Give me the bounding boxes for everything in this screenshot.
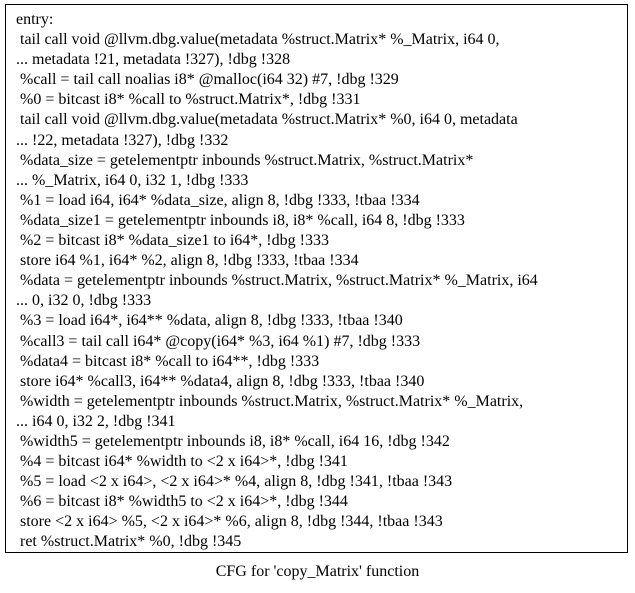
code-line: %data_size = getelementptr inbounds %struct.Matrix, %struct.Matrix* [16, 151, 474, 169]
code-line: tail call void @llvm.dbg.value(metadata %struct.Matrix* %0, i64 0, metadata [16, 111, 518, 129]
code-line: store i64 %1, i64* %2, align 8, !dbg !333, !tbaa !334 [16, 252, 359, 270]
code-line: ret %struct.Matrix* %0, !dbg !345 [16, 533, 242, 551]
code-line: %1 = load i64, i64* %data_size, align 8, !dbg !333, !tbaa !334 [16, 191, 420, 209]
code-line: %width5 = getelementptr inbounds i8, i8* %call, i64 16, !dbg !342 [16, 432, 450, 450]
code-line: store <2 x i64> %5, <2 x i64>* %6, align 8, !dbg !344, !tbaa !343 [16, 513, 443, 531]
code-line: %data_size1 = getelementptr inbounds i8, i8* %call, i64 8, !dbg !333 [16, 211, 465, 229]
code-line: %call3 = tail call i64* @copy(i64* %3, i64 %1) #7, !dbg !333 [16, 332, 421, 350]
code-line: %3 = load i64*, i64** %data, align 8, !dbg !333, !tbaa !340 [16, 312, 403, 330]
code-line: %call = tail call noalias i8* @malloc(i64 32) #7, !dbg !329 [16, 71, 399, 89]
code-line-label: entry: [16, 11, 54, 28]
code-line: store i64* %call3, i64** %data4, align 8, !dbg !333, !tbaa !340 [16, 372, 425, 390]
cfg-node-entry [5, 4, 628, 553]
code-line: %data4 = bitcast i8* %call to i64**, !dbg !333 [16, 352, 320, 370]
code-line: %5 = load <2 x i64>, <2 x i64>* %4, align 8, !dbg !341, !tbaa !343 [16, 473, 453, 491]
diagram-caption: CFG for 'copy_Matrix' function [215, 563, 420, 580]
code-line: %4 = bitcast i64* %width to <2 x i64>*, !dbg !341 [16, 453, 348, 471]
code-line: ... %_Matrix, i64 0, i32 1, !dbg !333 [16, 171, 249, 189]
code-line: ... !22, metadata !327), !dbg !332 [16, 131, 229, 149]
code-line: %width = getelementptr inbounds %struct.Matrix, %struct.Matrix* %_Matrix, [16, 392, 524, 410]
code-line: %data = getelementptr inbounds %struct.Matrix, %struct.Matrix* %_Matrix, i64 [16, 272, 538, 290]
code-line: %6 = bitcast i8* %width5 to <2 x i64>*, !dbg !344 [16, 493, 348, 511]
node-code-block [16, 10, 538, 553]
code-line: ... 0, i32 0, !dbg !333 [16, 292, 152, 310]
code-line: %2 = bitcast i8* %data_size1 to i64*, !dbg !333 [16, 232, 329, 250]
code-line: ... metadata !21, metadata !327), !dbg !328 [16, 51, 291, 69]
code-line: %0 = bitcast i8* %call to %struct.Matrix*, !dbg !331 [16, 91, 361, 109]
code-line: tail call void @llvm.dbg.value(metadata %struct.Matrix* %_Matrix, i64 0, [16, 31, 500, 49]
code-line: ... i64 0, i32 2, !dbg !341 [16, 412, 176, 430]
